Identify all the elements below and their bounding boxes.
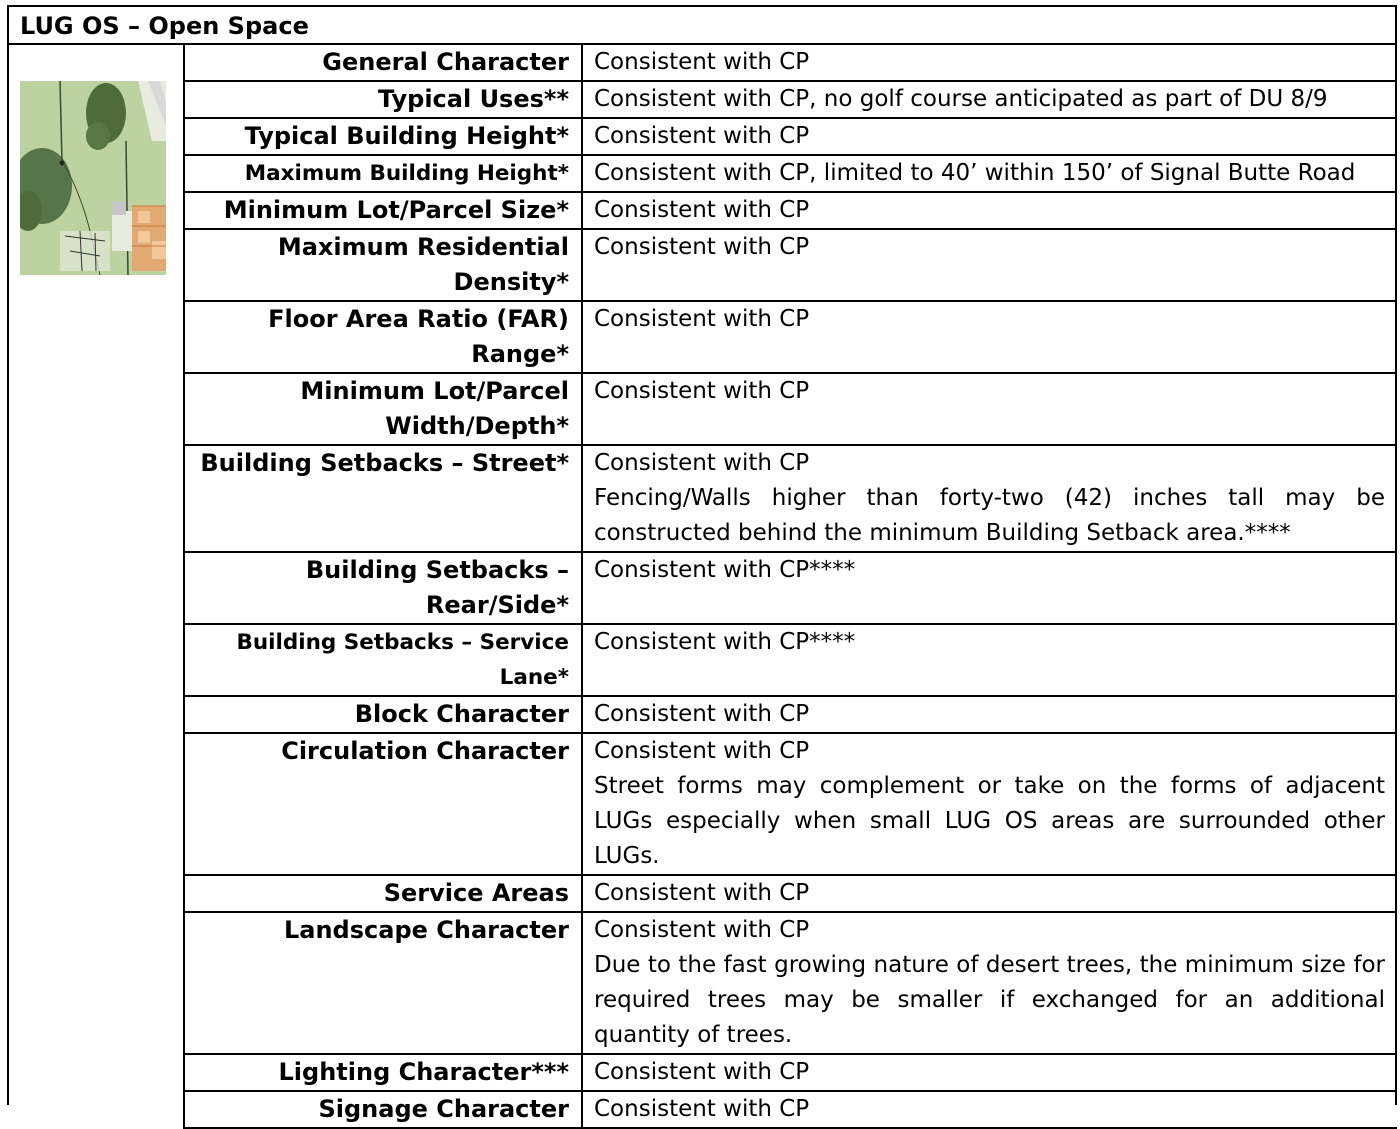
row-value-text: Consistent with CP [594, 49, 810, 75]
table-row [183, 193, 1397, 230]
row-label [183, 156, 583, 191]
row-label-line: Minimum Lot/Parcel Size* [223, 196, 569, 224]
row-value [583, 230, 1397, 300]
row-value-note: Street forms may complement or take on the forms of adjacent LUGs especially when small LUG OS areas are surrounded other LUGs. [594, 773, 1385, 869]
row-value [583, 45, 1397, 80]
row-value-text: Consistent with CP [594, 701, 810, 727]
table-row [183, 156, 1397, 193]
row-value [583, 876, 1397, 911]
row-label-line: Circulation Character [281, 737, 569, 765]
row-value-text: Consistent with CP, no golf course anticipated as part of DU 8/9 [594, 86, 1328, 112]
row-label [183, 446, 583, 551]
row-value-text: Consistent with CP [594, 1096, 810, 1122]
row-label [183, 553, 583, 623]
row-value [583, 1092, 1397, 1127]
row-label [183, 876, 583, 911]
row-label [183, 302, 583, 372]
row-label-line: Landscape Character [283, 916, 569, 944]
row-label [183, 193, 583, 228]
row-value [583, 553, 1397, 623]
table-row [183, 302, 1397, 374]
row-label-line: Building Setbacks – Street* [200, 449, 569, 477]
row-label-line: Range* [471, 340, 569, 368]
row-label-line: General Character [322, 48, 569, 76]
row-value-text: Consistent with CP**** [594, 557, 856, 583]
row-label [183, 45, 583, 80]
row-value [583, 913, 1397, 1053]
table-row [183, 230, 1397, 302]
row-value-text: Consistent with CP [594, 234, 810, 260]
row-value [583, 697, 1397, 732]
row-label [183, 625, 583, 695]
row-label [183, 230, 583, 300]
row-label-line: Maximum Building Height* [244, 161, 569, 186]
table-row [183, 1092, 1397, 1129]
row-label-line: Building Setbacks – Service [236, 630, 569, 655]
row-value [583, 156, 1397, 191]
row-label-line: Maximum Residential [277, 233, 569, 261]
row-label-line: Typical Building Height* [244, 122, 569, 150]
table-row [183, 876, 1397, 913]
row-label [183, 697, 583, 732]
row-value [583, 193, 1397, 228]
table-row [183, 45, 1397, 82]
row-label-line: Floor Area Ratio (FAR) [268, 305, 569, 333]
row-value-text: Consistent with CP [594, 123, 810, 149]
table-row [183, 82, 1397, 119]
table-row [183, 446, 1397, 553]
row-label [183, 82, 583, 117]
table-row [183, 913, 1397, 1055]
table-row [183, 119, 1397, 156]
row-value [583, 302, 1397, 372]
standards-table [183, 45, 1397, 1129]
table-row [183, 374, 1397, 446]
table-row [183, 625, 1397, 697]
row-value [583, 734, 1397, 874]
row-label-line: Block Character [354, 700, 569, 728]
row-value-text: Consistent with CP [594, 306, 810, 332]
row-label-line: Lane* [499, 665, 569, 690]
table-row [183, 697, 1397, 734]
row-value-text: Consistent with CP**** [594, 629, 856, 655]
row-value-note: Due to the fast growing nature of desert trees, the minimum size for required trees may be smaller if exchanged for an additional quantity of trees. [594, 952, 1385, 1048]
row-value-text: Consistent with CP [594, 450, 810, 476]
row-label [183, 374, 583, 444]
document-frame [7, 5, 1397, 1123]
row-value-text: Consistent with CP [594, 378, 810, 404]
row-label [183, 913, 583, 1053]
row-value-note: Fencing/Walls higher than forty-two (42) inches tall may be constructed behind the minimum Building Setback area.**** [594, 485, 1385, 546]
row-label-line: Service Areas [383, 879, 569, 907]
row-label-line: Width/Depth* [385, 412, 569, 440]
row-value-text: Consistent with CP [594, 917, 810, 943]
row-value [583, 119, 1397, 154]
row-label-line: Building Setbacks – [305, 556, 569, 584]
row-label [183, 1092, 583, 1127]
row-value [583, 374, 1397, 444]
row-label-line: Lighting Character*** [278, 1058, 569, 1086]
row-value [583, 1055, 1397, 1090]
row-value [583, 625, 1397, 695]
row-label-line: Signage Character [318, 1095, 569, 1123]
row-value-text: Consistent with CP [594, 1059, 810, 1085]
row-value-text: Consistent with CP [594, 880, 810, 906]
row-value-text: Consistent with CP [594, 738, 810, 764]
row-label-line: Minimum Lot/Parcel [300, 377, 569, 405]
table-row [183, 553, 1397, 625]
row-value [583, 446, 1397, 551]
row-value-text: Consistent with CP, limited to 40’ within 150’ of Signal Butte Road [594, 160, 1356, 186]
page-title: LUG OS – Open Space [9, 7, 1395, 45]
site-map-thumbnail [20, 81, 166, 275]
row-label-line: Rear/Side* [425, 591, 569, 619]
row-label [183, 734, 583, 874]
table-row [183, 734, 1397, 876]
site-map-image [20, 81, 166, 275]
row-value-text: Consistent with CP [594, 197, 810, 223]
table-row [183, 1055, 1397, 1092]
row-label-line: Typical Uses** [377, 85, 569, 113]
row-label [183, 1055, 583, 1090]
row-value [583, 82, 1397, 117]
row-label-line: Density* [453, 268, 569, 296]
row-label [183, 119, 583, 154]
